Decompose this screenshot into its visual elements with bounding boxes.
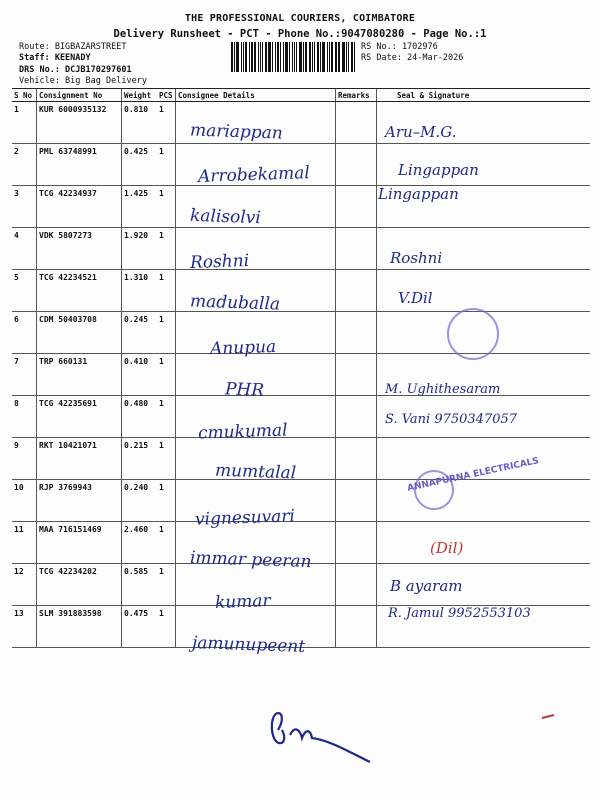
cell-remarks [336, 396, 377, 438]
barcode-bar [272, 42, 273, 72]
barcode-bar [243, 42, 244, 72]
col-header-pcs: PCS [157, 89, 176, 102]
cell-consignment-no: CDM 50403708 [37, 312, 122, 354]
cell-weight: 0.410 [122, 354, 158, 396]
cell-consignment-no: TCG 42234202 [37, 564, 122, 606]
barcode [231, 42, 356, 72]
cell-consignment-no: RKT 10421071 [37, 438, 122, 480]
barcode-bar [285, 42, 288, 72]
cell-sno: 13 [12, 606, 37, 648]
cell-weight: 0.240 [122, 480, 158, 522]
handwritten-signature: Lingappan [378, 185, 459, 203]
cell-sno: 4 [12, 228, 37, 270]
handwritten-consignee: jamunupeent [191, 633, 306, 657]
barcode-bar [292, 42, 294, 72]
electricals-stamp: ANNAPURNA ELECTRICALS [406, 456, 540, 494]
cell-weight: 0.425 [122, 144, 158, 186]
cell-remarks [336, 270, 377, 312]
cell-sno: 9 [12, 438, 37, 480]
cell-sno: 10 [12, 480, 37, 522]
rs-date: RS Date: 24-Mar-2026 [361, 53, 464, 63]
handwritten-consignee: PHR [224, 379, 265, 401]
table-row [12, 480, 590, 522]
cell-remarks [336, 480, 377, 522]
barcode-bar [249, 42, 250, 72]
cell-consignment-no: TCG 42235691 [37, 396, 122, 438]
cell-consignment-no: MAA 716151469 [37, 522, 122, 564]
cell-pcs: 1 [157, 480, 176, 522]
cell-pcs: 1 [157, 186, 176, 228]
barcode-bar [303, 42, 304, 72]
handwritten-signature: R. Jamul 9952553103 [388, 606, 531, 621]
handwritten-consignee: mariappan [189, 120, 284, 144]
handwritten-consignee: mumtalal [214, 460, 297, 484]
barcode-bar [277, 42, 279, 72]
cell-pcs: 1 [157, 228, 176, 270]
barcode-bar [294, 42, 295, 72]
table-row [12, 354, 590, 396]
cell-weight: 0.245 [122, 312, 158, 354]
cell-consignment-no: TCG 42234937 [37, 186, 122, 228]
handwritten-consignee: kalisolvi [189, 205, 262, 229]
barcode-bar [296, 42, 297, 72]
footer-mark [540, 712, 560, 724]
barcode-bar [231, 42, 233, 72]
barcode-bar [275, 42, 276, 72]
handwritten-consignee: vignesuvari [194, 506, 296, 530]
cell-consignment-no: SLM 391883598 [37, 606, 122, 648]
cell-pcs: 1 [157, 438, 176, 480]
col-header-consignment: Consignment No [37, 89, 122, 102]
cell-remarks [336, 144, 377, 186]
barcode-bar [258, 42, 259, 72]
barcode-bar [312, 42, 313, 72]
cell-sno: 2 [12, 144, 37, 186]
handwritten-signature: Roshni [390, 249, 443, 267]
barcode-bar [346, 42, 347, 72]
col-header-remarks: Remarks [336, 89, 377, 102]
rs-number: RS No.: 1702976 [361, 42, 438, 52]
table-row [12, 102, 590, 144]
handwritten-consignee: Arrobekamal [197, 163, 311, 187]
cell-sno: 1 [12, 102, 37, 144]
cell-consignment-no: VDK 5807273 [37, 228, 122, 270]
handwritten-consignee: immar peeran [189, 547, 312, 573]
cell-remarks [336, 102, 377, 144]
cell-remarks [336, 228, 377, 270]
vehicle-label: Vehicle: Big Bag Delivery [19, 76, 147, 86]
barcode-bar [234, 42, 235, 72]
barcode-bar [241, 42, 242, 72]
col-header-consignee: Consignee Details [176, 89, 336, 102]
col-header-sno: S No [12, 89, 37, 102]
barcode-bar [354, 42, 355, 72]
barcode-bar [280, 42, 281, 72]
handwritten-signature: V.Dil [398, 289, 433, 307]
cell-consignment-no: TRP 660131 [37, 354, 122, 396]
cell-weight: 1.310 [122, 270, 158, 312]
handwritten-consignee: kumar [214, 591, 271, 613]
barcode-bar [320, 42, 321, 72]
barcode-bar [314, 42, 315, 72]
cell-consignment-no: PML 63748991 [37, 144, 122, 186]
cell-weight: 1.425 [122, 186, 158, 228]
cell-weight: 0.585 [122, 564, 158, 606]
barcode-bar [342, 42, 345, 72]
handwritten-signature: Aru–M.G. [385, 123, 457, 141]
barcode-bar [289, 42, 290, 72]
table-header-row [12, 89, 590, 102]
cell-sno: 12 [12, 564, 37, 606]
cell-pcs: 1 [157, 354, 176, 396]
col-header-weight: Weight [122, 89, 158, 102]
table-row [12, 312, 590, 354]
handwritten-consignee: Anupua [209, 336, 277, 360]
handwritten-signature: M. Ughithesaram [385, 382, 501, 397]
barcode-bar [309, 42, 311, 72]
barcode-bar [327, 42, 328, 72]
handwritten-signature: Lingappan [398, 161, 479, 179]
barcode-bar [335, 42, 336, 72]
barcode-bar [236, 42, 239, 72]
barcode-bar [283, 42, 284, 72]
handwritten-consignee: Roshni [189, 250, 250, 274]
cell-sno: 6 [12, 312, 37, 354]
cell-sno: 8 [12, 396, 37, 438]
cell-pcs: 1 [157, 270, 176, 312]
cell-weight: 2.460 [122, 522, 158, 564]
round-seal-stamp [447, 308, 499, 360]
cell-remarks [336, 438, 377, 480]
cell-pcs: 1 [157, 102, 176, 144]
barcode-bar [262, 42, 263, 72]
staff-label: Staff: KEENADY [19, 53, 91, 63]
cell-sno: 7 [12, 354, 37, 396]
cell-remarks [336, 564, 377, 606]
cell-consignment-no: RJP 3769943 [37, 480, 122, 522]
route-label: Route: BIGBAZARSTREET [19, 42, 127, 52]
barcode-bar [268, 42, 271, 72]
handwritten-consignee: maduballa [189, 291, 281, 315]
barcode-bar [348, 42, 349, 72]
handwritten-signature: B ayaram [390, 577, 463, 595]
drs-number: DRS No.: DCJB170297601 [19, 65, 132, 75]
handwritten-signature: (Dil) [430, 539, 464, 557]
cell-pcs: 1 [157, 564, 176, 606]
barcode-bar [254, 42, 256, 72]
footer-signature [260, 700, 380, 770]
cell-consignment-no: TCG 42234521 [37, 270, 122, 312]
cell-weight: 0.480 [122, 396, 158, 438]
barcode-bar [251, 42, 254, 72]
col-header-signature: Seal & Signature [377, 89, 591, 102]
cell-sno: 3 [12, 186, 37, 228]
runsheet-subtitle: Delivery Runsheet - PCT - Phone No.:9047080280 - Page No.:1 [113, 28, 487, 40]
table-row [12, 228, 590, 270]
cell-remarks [336, 522, 377, 564]
cell-remarks [336, 354, 377, 396]
cell-sno: 5 [12, 270, 37, 312]
cell-weight: 0.810 [122, 102, 158, 144]
barcode-bar [329, 42, 330, 72]
cell-pcs: 1 [157, 522, 176, 564]
barcode-bar [336, 42, 337, 72]
barcode-bar [265, 42, 267, 72]
table-row [12, 270, 590, 312]
cell-pcs: 1 [157, 144, 176, 186]
barcode-bar [260, 42, 261, 72]
cell-pcs: 1 [157, 312, 176, 354]
barcode-bar [245, 42, 247, 72]
cell-consignment-no: KUR 6000935132 [37, 102, 122, 144]
cell-pcs: 1 [157, 396, 176, 438]
runsheet-title: THE PROFESSIONAL COURIERS, COIMBATORE [184, 13, 416, 24]
barcode-bar [317, 42, 319, 72]
barcode-bar [338, 42, 340, 72]
handwritten-signature: S. Vani 9750347057 [385, 412, 518, 427]
barcode-bar [331, 42, 333, 72]
cell-pcs: 1 [157, 606, 176, 648]
barcode-bar [305, 42, 307, 72]
cell-weight: 1.920 [122, 228, 158, 270]
table-row [12, 186, 590, 228]
cell-weight: 0.215 [122, 438, 158, 480]
cell-remarks [336, 606, 377, 648]
barcode-bar [299, 42, 302, 72]
handwritten-consignee: cmukumal [197, 420, 288, 444]
cell-remarks [336, 186, 377, 228]
cell-signature [377, 522, 591, 564]
barcode-bar [322, 42, 325, 72]
cell-weight: 0.475 [122, 606, 158, 648]
cell-remarks [336, 312, 377, 354]
barcode-bar [351, 42, 353, 72]
cell-sno: 11 [12, 522, 37, 564]
